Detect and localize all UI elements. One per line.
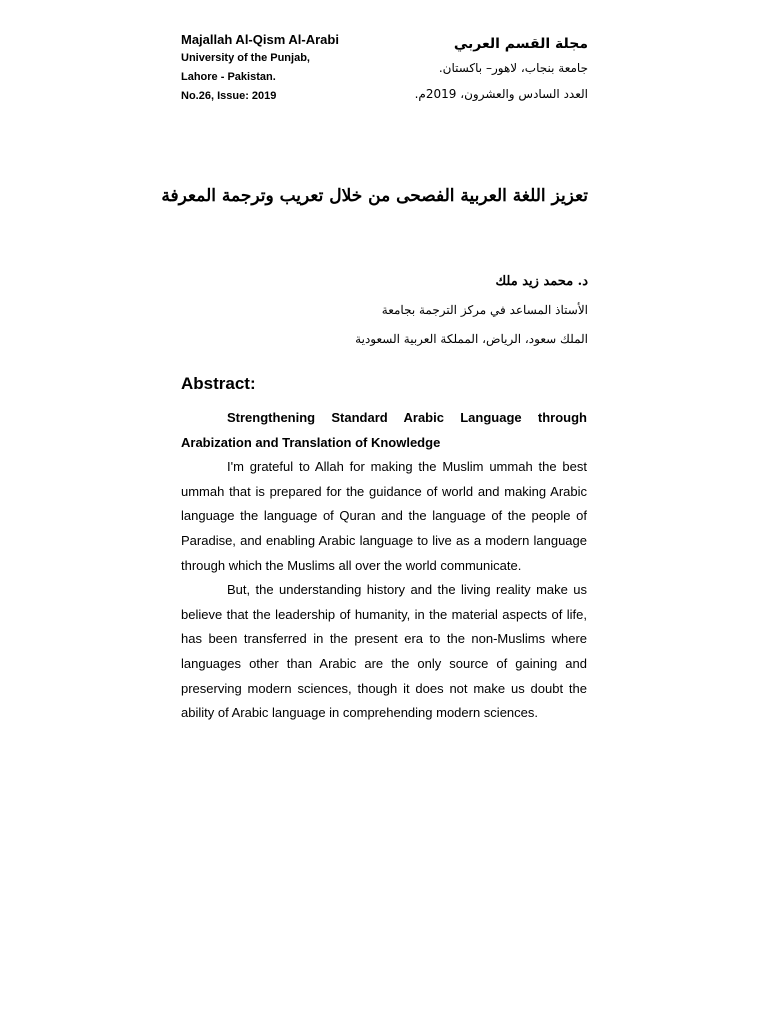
abstract-body [181,406,587,726]
university-english: University of the Punjab, [181,52,310,64]
author-name: د. محمد زيد ملك [495,274,588,289]
issue-arabic: العدد السادس والعشرون، 2019م. [414,87,588,101]
article-title: تعزيز اللغة العربية الفصحى من خلال تعريب وترجمة المعرفة [161,186,588,206]
journal-name-arabic: مجلة القسم العربي [453,36,588,52]
abstract-paragraph-1: I'm grateful to Allah for making the Muslim ummah the best ummah that is prepared for the guidance of world and making Arabic language the language of Quran and the language of the people of Paradise, and enabling Arabic language to live as a modern language through which the Muslims all over the world communicate. [181,459,587,573]
abstract-heading: Abstract: [181,374,256,393]
author-affiliation-line1: الأستاذ المساعد في مركز الترجمة بجامعة [381,303,588,317]
location-english: Lahore - Pakistan. [181,71,276,83]
issue-english: No.26, Issue: 2019 [181,90,277,102]
journal-name-english: Majallah Al-Qism Al-Arabi [181,32,339,47]
header-arabic [348,33,588,108]
abstract-paragraph-2: But, the understanding history and the living reality make us believe that the leadership of humanity, in the material aspects of life, has been transferred in the present era to the non-Muslims where languages other than Arabic are the only source of gaining and preserving modern sciences, though it does not make us doubt the ability of Arabic language in comprehending modern sciences. [181,582,587,721]
abstract-subtitle: Strengthening Standard Arabic Language through Arabization and Translation of Knowledge [181,410,587,450]
author-affiliation-line2: الملك سعود، الرياض، المملكة العربية السعودية [355,332,588,346]
author-block [328,268,588,356]
university-arabic: جامعة بنجاب، لاهور– باكستان. [438,61,588,75]
